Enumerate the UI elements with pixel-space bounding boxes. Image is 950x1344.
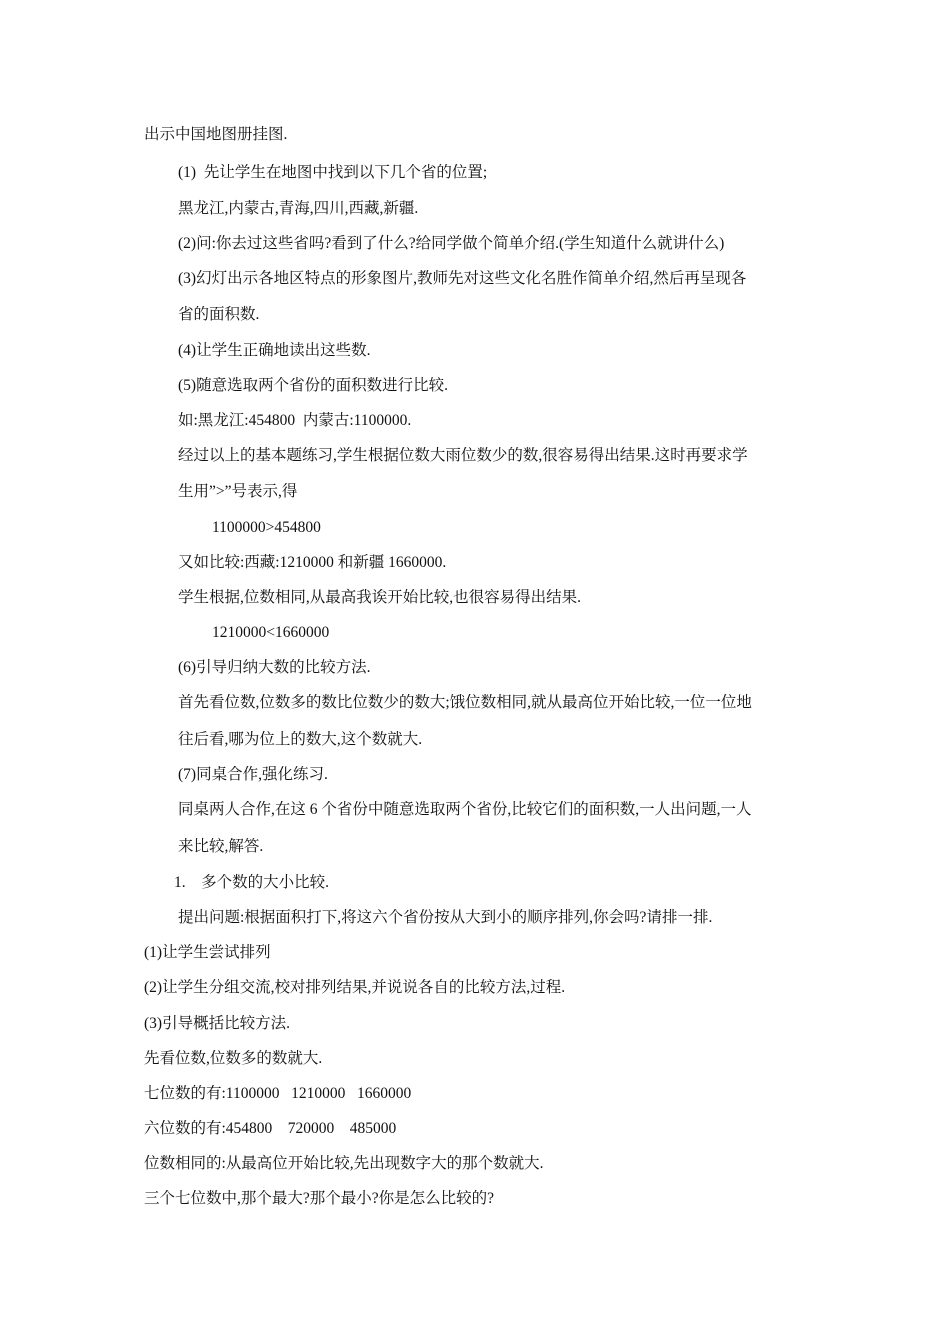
text-line: 黑龙江,内蒙古,青海,四川,西藏,新疆. <box>178 200 419 217</box>
text-line: 学生根据,位数相同,从最高我诶开始比较,也很容易得出结果. <box>178 589 582 606</box>
text-line: (1)让学生尝试排列 <box>144 944 271 961</box>
text-line: 经过以上的基本题练习,学生根据位数大雨位数少的数,很容易得出结果.这时再要求学 <box>178 447 748 464</box>
text-line: 首先看位数,位数多的数比位数少的数大;饿位数相同,就从最高位开始比较,一位一位地 <box>178 694 752 711</box>
text-line: (4)让学生正确地读出这些数. <box>178 342 371 359</box>
text-line: (2)让学生分组交流,校对排列结果,并说说各自的比较方法,过程. <box>144 979 566 996</box>
text-line: 省的面积数. <box>178 306 260 323</box>
text-line: 往后看,哪为位上的数大,这个数就大. <box>178 731 423 748</box>
text-line: 来比较,解答. <box>178 838 264 855</box>
text-line: 如:黑龙江:454800 内蒙古:1100000. <box>178 412 412 429</box>
text-line: (5)随意选取两个省份的面积数进行比较. <box>178 377 448 394</box>
text-line: 位数相同的:从最高位开始比较,先出现数字大的那个数就大. <box>144 1155 544 1172</box>
text-line: (1) 先让学生在地图中找到以下几个省的位置; <box>178 164 488 181</box>
text-line: 出示中国地图册挂图. <box>144 126 288 143</box>
text-line: (3)幻灯出示各地区特点的形象图片,教师先对这些文化名胜作简单介绍,然后再呈现各 <box>178 270 747 287</box>
text-line: 1210000<1660000 <box>212 624 330 641</box>
text-line: 1. 多个数的大小比较. <box>174 874 330 891</box>
text-line: 七位数的有:1100000 1210000 1660000 <box>144 1085 412 1102</box>
text-line: 先看位数,位数多的数就大. <box>144 1050 323 1067</box>
text-line: (6)引导归纳大数的比较方法. <box>178 659 371 676</box>
text-line: 同桌两人合作,在这 6 个省份中随意选取两个省份,比较它们的面积数,一人出问题,一人 <box>178 801 752 818</box>
text-line: (7)同桌合作,强化练习. <box>178 766 328 783</box>
text-line: 1100000>454800 <box>212 519 321 536</box>
text-line: 生用”>”号表示,得 <box>178 483 298 500</box>
text-line: 六位数的有:454800 720000 485000 <box>144 1120 397 1137</box>
text-line: (2)问:你去过这些省吗?看到了什么?给同学做个简单介绍.(学生知道什么就讲什么) <box>178 235 725 252</box>
text-line: (3)引导概括比较方法. <box>144 1015 290 1032</box>
text-line: 三个七位数中,那个最大?那个最小?你是怎么比较的? <box>144 1190 495 1207</box>
text-line: 提出问题:根据面积打下,将这六个省份按从大到小的顺序排列,你会吗?请排一排. <box>178 909 713 926</box>
text-line: 又如比较:西藏:1210000 和新疆 1660000. <box>178 554 447 571</box>
